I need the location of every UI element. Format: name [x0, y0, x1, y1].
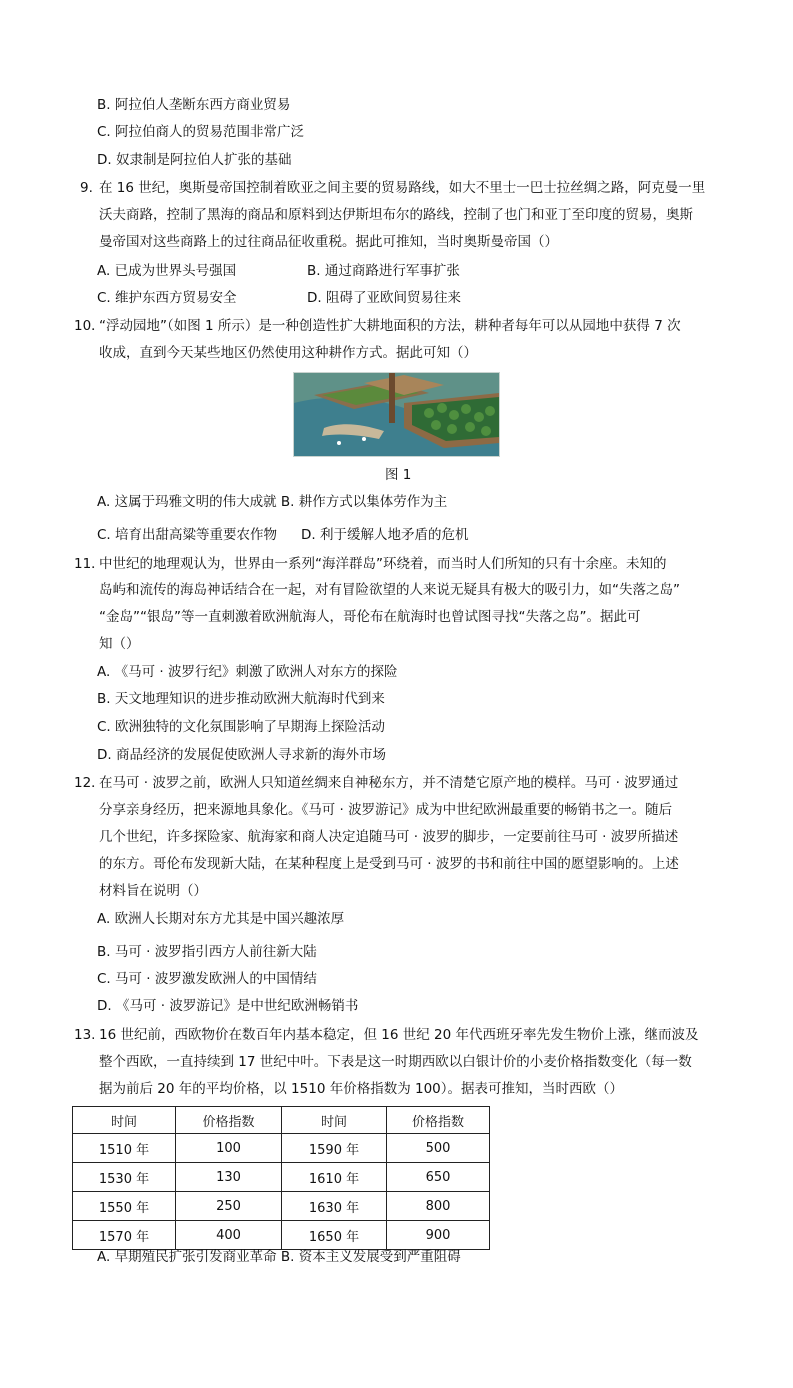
table-row [73, 1192, 490, 1221]
table-row [73, 1221, 490, 1250]
q9-option-a: A. 已成为世界头号强国 [97, 263, 237, 279]
q12-stem-line-4: 的东方。哥伦布发现新大陆，在某种程度上是受到马可 · 波罗的书和前往中国的愿望影响的。上述 [99, 856, 679, 872]
floating-garden-illustration [294, 373, 499, 456]
q11-number: 11． [74, 556, 105, 572]
floating-garden-figure [293, 372, 500, 457]
figure-caption: 图 1 [385, 467, 412, 483]
table-row [73, 1163, 490, 1192]
q12-stem-line-2: 分享亲身经历，把来源地具象化。《马可 · 波罗游记》成为中世纪欧洲最重要的畅销书之一。随后 [99, 802, 673, 818]
q8-option-b: B. 阿拉伯人垄断东西方商业贸易 [97, 97, 291, 113]
q13-stem-line-2: 整个西欧，一直持续到 17 世纪中叶。下表是这一时期西欧以白银计价的小麦价格指数变化（每一数 [99, 1054, 692, 1070]
q11-stem-line-1: 中世纪的地理观认为，世界由一系列“海洋群岛”环绕着，而当时人们所知的只有十余座。未知的 [99, 556, 667, 572]
q12-option-b: B. 马可 · 波罗指引西方人前往新大陆 [97, 944, 317, 960]
table-header-cell: 时间 [73, 1107, 176, 1134]
q12-stem-line-1: 在马可 · 波罗之前，欧洲人只知道丝绸来自神秘东方，并不清楚它原产地的模样。马可 · 波罗通过 [99, 775, 679, 791]
table-cell: 500 [387, 1134, 490, 1163]
table-row [73, 1134, 490, 1163]
q10-option-c: C. 培育出甜高粱等重要农作物 [97, 527, 278, 543]
table-cell: 1650 年 [282, 1221, 387, 1250]
q12-option-c: C. 马可 · 波罗激发欧洲人的中国情结 [97, 971, 317, 987]
q12-stem-line-5: 材料旨在说明（） [99, 883, 207, 899]
q10-options-a-b: A. 这属于玛雅文明的伟大成就 B. 耕作方式以集体劳作为主 [97, 494, 448, 510]
q13-number: 13. [74, 1027, 96, 1043]
q9-stem-line-3: 曼帝国对这些商路上的过往商品征收重税。据此可推知，当时奥斯曼帝国（） [99, 234, 558, 250]
q10-stem-line-2: 收成，直到今天某些地区仍然使用这种耕作方式。据此可知（） [99, 345, 477, 361]
table-cell: 1530 年 [73, 1163, 176, 1192]
table-header-cell: 时间 [282, 1107, 387, 1134]
q11-stem-line-4: 知（） [99, 636, 140, 652]
q13-stem-line-3: 据为前后 20 年的平均价格，以 1510 年价格指数为 100）。据表可推知，当时西欧（） [99, 1081, 624, 1097]
q13-stem-line-1: 16 世纪前，西欧物价在数百年内基本稳定，但 16 世纪 20 年代西班牙率先发生物价上涨，继而波及 [99, 1027, 699, 1043]
q9-number: 9. [80, 180, 93, 196]
table-cell: 250 [176, 1192, 282, 1221]
table-cell: 400 [176, 1221, 282, 1250]
q9-stem-line-1: 在 16 世纪，奥斯曼帝国控制着欧亚之间主要的贸易路线，如大不里士一巴士拉丝绸之路，阿克曼一里 [99, 180, 706, 196]
table-cell: 1610 年 [282, 1163, 387, 1192]
q9-option-b: B. 通过商路进行军事扩张 [307, 263, 460, 279]
q10-option-d: D. 利于缓解人地矛盾的危机 [301, 527, 469, 543]
q8-option-c: C. 阿拉伯商人的贸易范围非常广泛 [97, 124, 305, 140]
table-cell: 650 [387, 1163, 490, 1192]
table-cell: 1550 年 [73, 1192, 176, 1221]
price-index-table [72, 1106, 490, 1250]
q11-stem-line-3: “金岛”“银岛”等一直刺激着欧洲航海人，哥伦布在航海时也曾试图寻找“失落之岛”。据此可 [99, 609, 641, 625]
q9-stem-line-2: 沃夫商路，控制了黑海的商品和原料到达伊斯坦布尔的路线，控制了也门和亚丁至印度的贸易，奥斯 [99, 207, 693, 223]
q8-option-d: D. 奴隶制是阿拉伯人扩张的基础 [97, 152, 292, 168]
q11-option-c: C. 欧洲独特的文化氛围影响了早期海上探险活动 [97, 719, 386, 735]
table-cell: 100 [176, 1134, 282, 1163]
q12-option-a: A. 欧洲人长期对东方尤其是中国兴趣浓厚 [97, 911, 345, 927]
q9-option-d: D. 阻碍了亚欧间贸易往来 [307, 290, 461, 306]
q12-option-d: D. 《马可 · 波罗游记》是中世纪欧洲畅销书 [97, 998, 359, 1014]
table-cell: 1570 年 [73, 1221, 176, 1250]
q11-stem-line-2: 岛屿和流传的海岛神话结合在一起，对有冒险欲望的人来说无疑具有极大的吸引力，如“失落之岛” [99, 582, 680, 598]
table-cell: 1510 年 [73, 1134, 176, 1163]
q12-number: 12． [74, 775, 105, 791]
q10-number: 10． [74, 318, 105, 334]
q11-option-a: A. 《马可 · 波罗行纪》刺激了欧洲人对东方的探险 [97, 664, 398, 680]
table-header-row [73, 1107, 490, 1134]
table-header-cell: 价格指数 [387, 1107, 490, 1134]
q12-stem-line-3: 几个世纪，许多探险家、航海家和商人决定追随马可 · 波罗的脚步，一定要前往马可 · 波罗所描述 [99, 829, 679, 845]
q11-option-d: D. 商品经济的发展促使欧洲人寻求新的海外市场 [97, 747, 386, 763]
q13-options-a-b: A. 早期殖民扩张引发商业革命 B. 资本主义发展受到严重阻碍 [97, 1249, 461, 1265]
table-cell: 1630 年 [282, 1192, 387, 1221]
table-cell: 800 [387, 1192, 490, 1221]
table-cell: 900 [387, 1221, 490, 1250]
table-cell: 1590 年 [282, 1134, 387, 1163]
q11-option-b: B. 天文地理知识的进步推动欧洲大航海时代到来 [97, 691, 385, 707]
table-cell: 130 [176, 1163, 282, 1192]
table-header-cell: 价格指数 [176, 1107, 282, 1134]
q10-stem-line-1: “浮动园地”（如图 1 所示）是一种创造性扩大耕地面积的方法，耕种者每年可以从园地中获得 7 次 [99, 318, 681, 334]
q9-option-c: C. 维护东西方贸易安全 [97, 290, 237, 306]
